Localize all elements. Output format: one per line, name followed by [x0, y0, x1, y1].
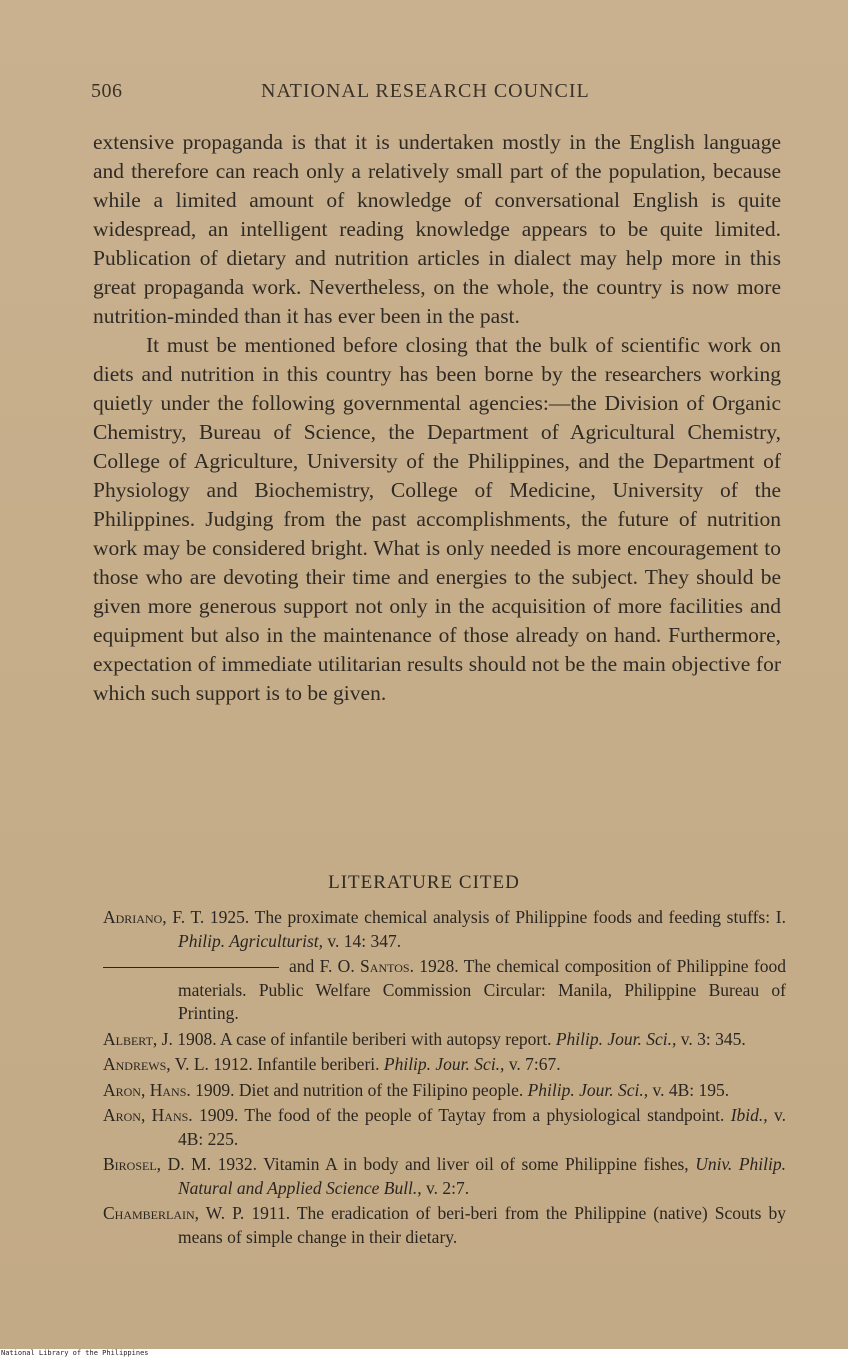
body-text [93, 128, 781, 708]
reference-item: Adriano, F. T. 1925. The proximate chemical analysis of Philippine foods and feeding stuffs: I. Philip. Agriculturist, v. 14: 347. [103, 907, 786, 951]
footer-bar [0, 1349, 848, 1358]
library-credit: National Library of the Philippines [1, 1349, 149, 1357]
reference-item: Chamberlain, W. P. 1911. The eradication of beri-beri from the Philippine (native) Scouts by means of simple change in their dietary. [103, 1203, 786, 1247]
reference-item: Aron, Hans. 1909. The food of the people of Taytay from a physiological standpoint. Ibid., v. 4B: 225. [103, 1105, 786, 1149]
page-header [91, 80, 741, 108]
reference-item: Aron, Hans. 1909. Diet and nutrition of the Filipino people. Philip. Jour. Sci., v. 4B: 195. [103, 1079, 730, 1100]
reference-item: Birosel, D. M. 1932. Vitamin A in body and liver oil of some Philippine fishes, Univ. Philip. Natural and Applied Science Bull., v. 2:7. [103, 1154, 786, 1198]
paragraph-2: It must be mentioned before closing that the bulk of scientific work on diets and nutrition in this country has been borne by the researchers working quietly under the following governmental agencies:—the Division of Organic Chemistry, Bureau of Science, the Department of Agricultural Chemistry, College of Agriculture, University of the Philippines, and the Department of Physiology and Biochemistry, College of Medicine, University of the Philippines. Judging from the past accomplishments, the future of nutrition work may be considered bright. What is only needed is more encouragement to those who are devoting their time and energies to the subject. They should be given more generous support not only in the acquisition of more facilities and equipment but also in the maintenance of those already on hand. Furthermore, expectation of immediate utilitarian results should not be the main objective for which such support is to be given. [93, 333, 781, 705]
paragraph-1: extensive propaganda is that it is undertaken mostly in the English language and therefore can reach only a relatively small part of the population, because while a limited amount of knowledge of conversational English is quite widespread, an intelligent reading knowledge appears to be quite limited. Publication of dietary and nutrition articles in dialect may help more in this great propaganda work. Nevertheless, on the whole, the country is now more nutrition-minded than it has ever been in the past. [93, 130, 781, 328]
reference-item: and F. O. Santos. 1928. The chemical composition of Philippine food materials. Public Welfare Commission Circular: Manila, Philippine Bureau of Printing. [103, 955, 786, 1026]
page-number: 506 [91, 80, 123, 102]
literature-cited-heading: LITERATURE CITED [328, 872, 520, 893]
ditto-rule [103, 967, 279, 968]
reference-list [103, 906, 786, 1251]
reference-item: Albert, J. 1908. A case of infantile beriberi with autopsy report. Philip. Jour. Sci., v. 3: 345. [103, 1028, 746, 1049]
reference-item: Andrews, V. L. 1912. Infantile beriberi. Philip. Jour. Sci., v. 7:67. [103, 1054, 561, 1074]
running-title: NATIONAL RESEARCH COUNCIL [261, 80, 590, 102]
